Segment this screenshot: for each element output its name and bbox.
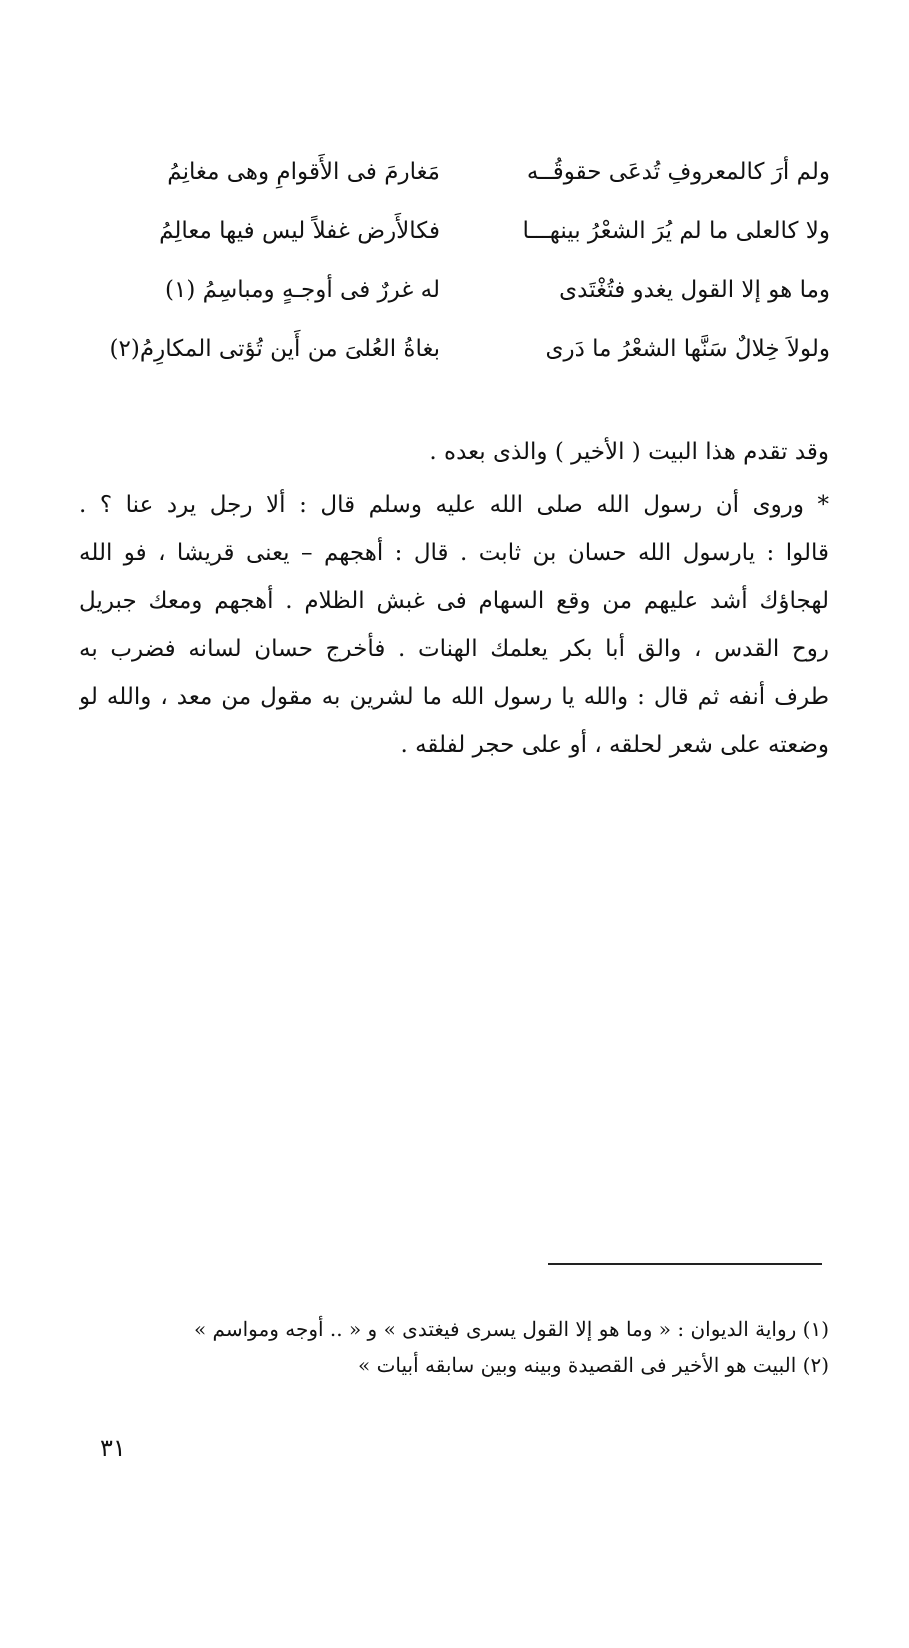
footnote-divider bbox=[548, 1263, 822, 1265]
verse-row bbox=[80, 329, 830, 388]
prose-paragraph bbox=[79, 485, 829, 773]
footnotes bbox=[79, 1313, 829, 1385]
poem-verses bbox=[80, 152, 830, 388]
editor-note: وقد تقدم هذا البيت ( الأخير ) والذى بعده . bbox=[429, 439, 829, 465]
verse-second-hemistich: فكالأَرض غفلاً ليس فيها معالِمُ bbox=[159, 218, 440, 244]
footnote-1: (١) رواية الديوان : « وما هو إلا القول يسرى فيغتدى » و « .. أوجه ومواسم » bbox=[193, 1317, 829, 1341]
prose-line: روح القدس ، والق أبا بكر يعلمك الهنات . فأخرج حسان لسانه فضرب به bbox=[79, 636, 829, 662]
verse-second-hemistich: بغاةُ العُلىَ من أَين تُؤتى المكارِمُ(٢) bbox=[109, 336, 440, 362]
page-number: ٣١ bbox=[100, 1434, 126, 1462]
prose-line: لهجاؤك أشد عليهم من وقع السهام فى غبش الظلام . أهجهم ومعك جبريل bbox=[79, 588, 829, 614]
prose-line: وضعته على شعر لحلقه ، أو على حجر لفلقه . bbox=[400, 732, 829, 758]
verse-first-hemistich: ولم أرَ كالمعروفِ تُدعَى حقوقُــه bbox=[526, 159, 830, 185]
verse-second-hemistich: له غررٌ فى أوجـهٍ ومباسِمُ (١) bbox=[165, 277, 440, 303]
verse-row bbox=[80, 211, 830, 270]
footnote-2: (٢) البيت هو الأخير فى القصيدة وبينه وبين سابقه أبيات » bbox=[357, 1353, 829, 1377]
verse-first-hemistich: ولا كالعلى ما لم يُرَ الشعْرُ بينهـــا bbox=[522, 218, 830, 244]
prose-line: قالوا : يارسول الله حسان بن ثابت . قال : أهجهم – يعنى قريشا ، فو الله bbox=[79, 540, 829, 566]
prose-line: طرف أنفه ثم قال : والله يا رسول الله ما لشرين به مقول من معد ، والله لو bbox=[79, 684, 829, 710]
verse-row bbox=[80, 270, 830, 329]
prose-line: * وروى أن رسول الله صلى الله عليه وسلم قال : ألا رجل يرد عنا ؟ . bbox=[79, 492, 829, 518]
verse-second-hemistich: مَغارمَ فى الأَقوامِ وهى مغانِمُ bbox=[167, 159, 440, 185]
verse-first-hemistich: ولولاَ خِلالٌ سَنَّها الشعْرُ ما دَرى bbox=[545, 336, 830, 362]
verse-row bbox=[80, 152, 830, 211]
verse-first-hemistich: وما هو إلا القول يغدو فتُغْتَدى bbox=[559, 277, 830, 303]
